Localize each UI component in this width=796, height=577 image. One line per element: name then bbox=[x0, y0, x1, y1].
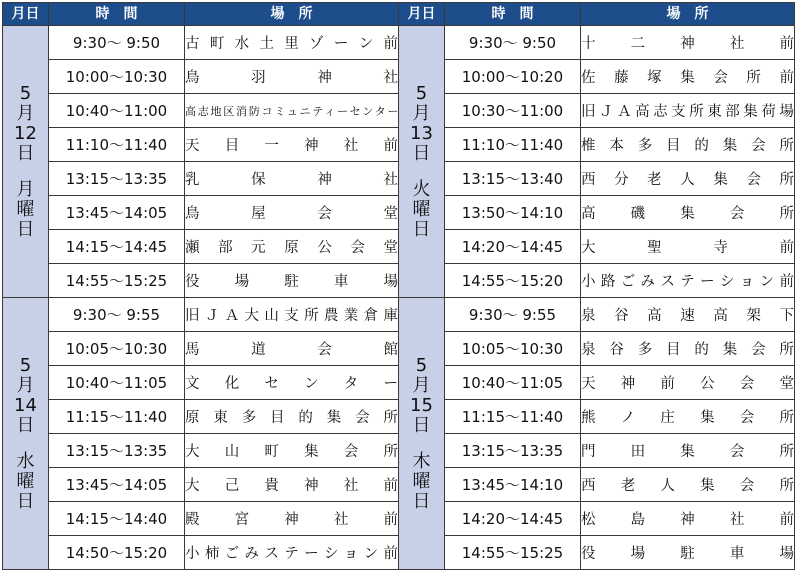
place-name: 鳥 屋 会 堂 bbox=[185, 206, 398, 222]
place-name: 旧 Ｊ Ａ 高 志 支 所 東 部 集 荷 場 bbox=[581, 104, 794, 120]
table-row bbox=[399, 468, 795, 502]
day-label-char: 5 bbox=[415, 82, 428, 104]
place-name: 小 路 ご み ス テ ー シ ョ ン 前 bbox=[581, 274, 794, 290]
day-label-char: 木 bbox=[412, 450, 431, 472]
table-row bbox=[399, 128, 795, 162]
place-cell bbox=[581, 162, 795, 196]
place-name: 旧 Ｊ Ａ 大 山 支 所 農 業 倉 庫 bbox=[185, 308, 398, 324]
day-label bbox=[399, 84, 444, 240]
table-row bbox=[3, 230, 399, 264]
schedule-table-right bbox=[398, 2, 795, 570]
table-row bbox=[3, 468, 399, 502]
table-row bbox=[3, 298, 399, 332]
day-label-char: 日 bbox=[16, 218, 35, 240]
time-cell: 10:05〜10:30 bbox=[445, 332, 581, 366]
day-label-char: 火 bbox=[412, 178, 431, 200]
time-cell: 10:30〜11:00 bbox=[445, 94, 581, 128]
time-cell: 14:55〜15:20 bbox=[445, 264, 581, 298]
time-cell: 13:45〜14:05 bbox=[49, 196, 185, 230]
place-cell bbox=[185, 26, 399, 60]
day-label bbox=[3, 84, 48, 240]
table-row bbox=[3, 536, 399, 570]
place-name: 泉 谷 多 目 的 集 会 所 bbox=[581, 342, 794, 358]
day-block bbox=[3, 26, 399, 298]
time-cell: 13:15〜13:35 bbox=[49, 434, 185, 468]
place-name: 文 化 セ ン タ ー bbox=[185, 376, 398, 392]
place-name: 高 磯 集 会 所 bbox=[581, 206, 794, 222]
day-label-char: 14 bbox=[14, 394, 37, 416]
day-label-char: 15 bbox=[410, 394, 433, 416]
time-cell: 10:40〜11:00 bbox=[49, 94, 185, 128]
time-cell: 10:00〜10:30 bbox=[49, 60, 185, 94]
header-date: 月日 bbox=[3, 3, 49, 26]
place-cell bbox=[581, 332, 795, 366]
place-name: 大 己 貴 神 社 前 bbox=[185, 478, 398, 494]
day-block bbox=[3, 298, 399, 570]
time-cell: 11:10〜11:40 bbox=[445, 128, 581, 162]
place-name: 大 山 町 集 会 所 bbox=[185, 444, 398, 460]
table-row bbox=[399, 60, 795, 94]
place-cell bbox=[581, 366, 795, 400]
table-row bbox=[399, 332, 795, 366]
place-cell bbox=[185, 128, 399, 162]
table-row bbox=[3, 196, 399, 230]
place-cell bbox=[185, 434, 399, 468]
schedule-left bbox=[2, 2, 398, 575]
place-cell bbox=[185, 366, 399, 400]
table-row bbox=[3, 366, 399, 400]
time-cell: 14:50〜15:20 bbox=[49, 536, 185, 570]
table-row bbox=[3, 162, 399, 196]
table-row bbox=[3, 264, 399, 298]
place-name: 原 東 多 目 的 集 会 所 bbox=[185, 410, 398, 426]
header-time: 時 間 bbox=[445, 3, 581, 26]
time-cell: 9:30〜 9:50 bbox=[49, 26, 185, 60]
place-name: 佐 藤 塚 集 会 所 前 bbox=[581, 70, 794, 86]
place-cell bbox=[581, 94, 795, 128]
time-cell: 14:55〜15:25 bbox=[49, 264, 185, 298]
table-row bbox=[3, 26, 399, 60]
place-cell bbox=[185, 298, 399, 332]
place-cell bbox=[185, 468, 399, 502]
place-name: 熊 ノ 庄 集 会 所 bbox=[581, 410, 794, 426]
day-label-char: 日 bbox=[16, 414, 35, 436]
time-cell: 10:05〜10:30 bbox=[49, 332, 185, 366]
time-cell: 14:15〜14:45 bbox=[49, 230, 185, 264]
day-label-cell bbox=[3, 26, 49, 298]
place-name: 門 田 集 会 所 bbox=[581, 444, 794, 460]
place-cell bbox=[185, 94, 399, 128]
place-name: 役 場 駐 車 場 bbox=[581, 546, 794, 562]
table-row bbox=[3, 502, 399, 536]
place-cell bbox=[185, 60, 399, 94]
header-place: 場 所 bbox=[185, 3, 399, 26]
place-name: 西 老 人 集 会 所 bbox=[581, 478, 794, 494]
table-row bbox=[399, 196, 795, 230]
place-name: 十 二 神 社 前 bbox=[581, 36, 794, 52]
day-label-char: 5 bbox=[19, 82, 32, 104]
table-row bbox=[3, 128, 399, 162]
place-cell bbox=[185, 536, 399, 570]
day-label-char: 日 bbox=[412, 218, 431, 240]
day-label-cell bbox=[399, 298, 445, 570]
time-cell: 10:40〜11:05 bbox=[445, 366, 581, 400]
header-row bbox=[3, 3, 399, 26]
place-cell bbox=[581, 298, 795, 332]
place-name: 鳥 羽 神 社 bbox=[185, 70, 398, 86]
place-cell bbox=[581, 128, 795, 162]
table-row bbox=[3, 434, 399, 468]
day-label-char: 月 bbox=[16, 102, 35, 124]
place-cell bbox=[185, 502, 399, 536]
place-name: 小 柿 ご み ス テ ー シ ョ ン 前 bbox=[185, 546, 398, 562]
header-date: 月日 bbox=[399, 3, 445, 26]
day-label-char: 曜 bbox=[412, 470, 431, 492]
time-cell: 9:30〜 9:55 bbox=[445, 298, 581, 332]
place-cell bbox=[581, 264, 795, 298]
place-cell bbox=[581, 400, 795, 434]
place-cell bbox=[185, 400, 399, 434]
time-cell: 11:10〜11:40 bbox=[49, 128, 185, 162]
time-cell: 13:50〜14:10 bbox=[445, 196, 581, 230]
time-cell: 14:20〜14:45 bbox=[445, 502, 581, 536]
time-cell: 13:15〜13:35 bbox=[49, 162, 185, 196]
place-name: 殿 宮 神 社 前 bbox=[185, 512, 398, 528]
day-label-char: 日 bbox=[16, 142, 35, 164]
day-label-char: 日 bbox=[412, 142, 431, 164]
place-cell bbox=[185, 230, 399, 264]
day-label-char: 13 bbox=[410, 122, 433, 144]
place-name: 松 島 神 社 前 bbox=[581, 512, 794, 528]
table-row bbox=[399, 264, 795, 298]
day-label-char: 日 bbox=[16, 490, 35, 512]
day-block bbox=[399, 26, 795, 298]
table-row bbox=[399, 298, 795, 332]
place-cell bbox=[581, 230, 795, 264]
place-name: 乳 保 神 社 bbox=[185, 172, 398, 188]
place-name: 高志地区消防コミュニティーセンター bbox=[185, 104, 398, 118]
place-cell bbox=[185, 264, 399, 298]
place-cell bbox=[185, 332, 399, 366]
time-cell: 13:15〜13:40 bbox=[445, 162, 581, 196]
day-label-cell bbox=[3, 298, 49, 570]
place-cell bbox=[581, 536, 795, 570]
place-cell bbox=[581, 26, 795, 60]
table-row bbox=[399, 536, 795, 570]
table-row bbox=[399, 26, 795, 60]
table-row bbox=[399, 434, 795, 468]
place-name: 馬 道 会 館 bbox=[185, 342, 398, 358]
place-cell bbox=[185, 162, 399, 196]
day-label-char: 5 bbox=[19, 354, 32, 376]
day-label-char: 日 bbox=[412, 490, 431, 512]
place-name: 天 目 一 神 社 前 bbox=[185, 138, 398, 154]
place-name: 役 場 駐 車 場 bbox=[185, 274, 398, 290]
day-label-char: 曜 bbox=[16, 198, 35, 220]
time-cell: 13:45〜14:05 bbox=[49, 468, 185, 502]
place-cell bbox=[185, 196, 399, 230]
header-row bbox=[399, 3, 795, 26]
time-cell: 14:55〜15:25 bbox=[445, 536, 581, 570]
table-row bbox=[3, 400, 399, 434]
time-cell: 10:40〜11:05 bbox=[49, 366, 185, 400]
table-row bbox=[399, 366, 795, 400]
place-name: 椎 本 多 目 的 集 会 所 bbox=[581, 138, 794, 154]
time-cell: 11:15〜11:40 bbox=[49, 400, 185, 434]
place-name: 古 町 水 土 里 ゾ ー ン 前 bbox=[185, 36, 398, 52]
day-label-char: 曜 bbox=[412, 198, 431, 220]
day-label-char: 月 bbox=[16, 178, 35, 200]
table-row bbox=[399, 94, 795, 128]
schedule-table-left bbox=[2, 2, 399, 570]
day-label-char: 日 bbox=[412, 414, 431, 436]
day-label bbox=[399, 356, 444, 512]
day-label-cell bbox=[399, 26, 445, 298]
time-cell: 13:45〜14:10 bbox=[445, 468, 581, 502]
day-block bbox=[399, 298, 795, 570]
day-label bbox=[3, 356, 48, 512]
place-name: 天 神 前 公 会 堂 bbox=[581, 376, 794, 392]
day-label-char: 水 bbox=[16, 450, 35, 472]
day-label-char: 月 bbox=[412, 102, 431, 124]
day-label-char: 12 bbox=[14, 122, 37, 144]
place-name: 泉 谷 高 速 高 架 下 bbox=[581, 308, 794, 324]
day-label-char: 月 bbox=[412, 374, 431, 396]
place-cell bbox=[581, 468, 795, 502]
table-row bbox=[399, 400, 795, 434]
place-name: 瀬 部 元 原 公 会 堂 bbox=[185, 240, 398, 256]
place-cell bbox=[581, 434, 795, 468]
time-cell: 10:00〜10:20 bbox=[445, 60, 581, 94]
time-cell: 9:30〜 9:50 bbox=[445, 26, 581, 60]
place-name: 大 聖 寺 前 bbox=[581, 240, 794, 256]
header-place: 場 所 bbox=[581, 3, 795, 26]
table-row bbox=[399, 502, 795, 536]
day-label-char: 5 bbox=[415, 354, 428, 376]
place-name: 西 分 老 人 集 会 所 bbox=[581, 172, 794, 188]
day-label-char: 曜 bbox=[16, 470, 35, 492]
time-cell: 11:15〜11:40 bbox=[445, 400, 581, 434]
table-row bbox=[399, 162, 795, 196]
table-row bbox=[3, 60, 399, 94]
time-cell: 13:15〜13:35 bbox=[445, 434, 581, 468]
header-time: 時 間 bbox=[49, 3, 185, 26]
schedule-page bbox=[2, 2, 794, 575]
place-cell bbox=[581, 502, 795, 536]
time-cell: 9:30〜 9:55 bbox=[49, 298, 185, 332]
time-cell: 14:20〜14:45 bbox=[445, 230, 581, 264]
table-row bbox=[3, 94, 399, 128]
table-row bbox=[399, 230, 795, 264]
table-row bbox=[3, 332, 399, 366]
time-cell: 14:15〜14:40 bbox=[49, 502, 185, 536]
place-cell bbox=[581, 60, 795, 94]
place-cell bbox=[581, 196, 795, 230]
schedule-right bbox=[398, 2, 794, 575]
day-label-char: 月 bbox=[16, 374, 35, 396]
